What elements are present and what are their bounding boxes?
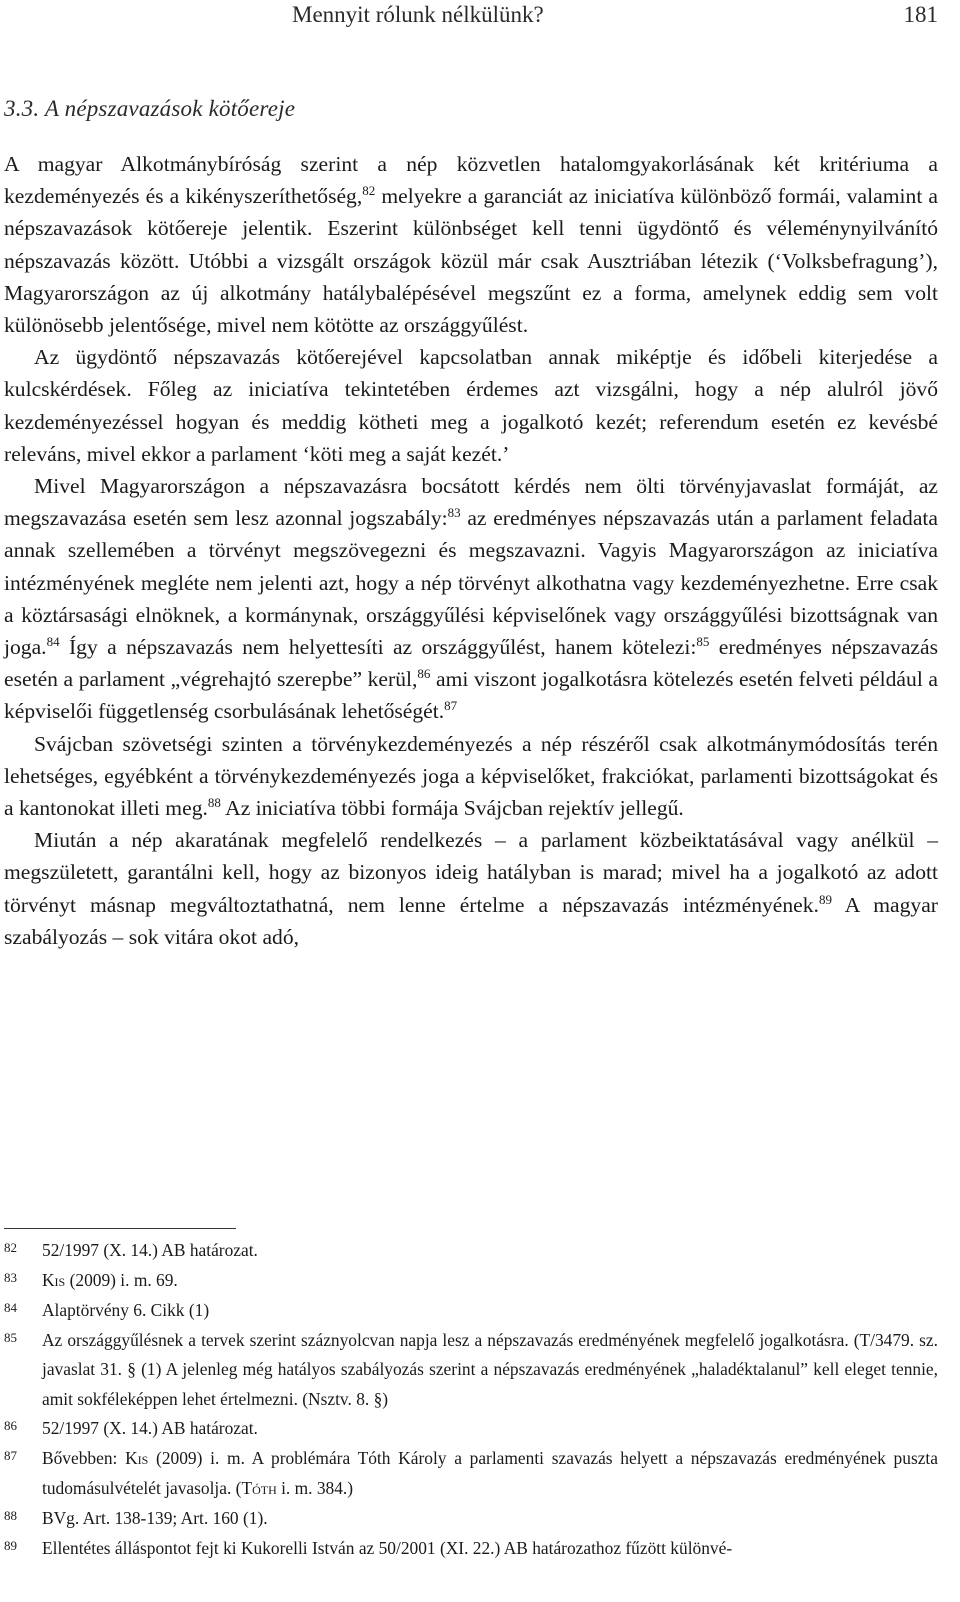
text-run: A magyar szabályozás – sok vitára okot adó,	[4, 892, 938, 949]
footnote-number: 88	[4, 1507, 17, 1523]
footnote	[4, 1504, 938, 1533]
text-run: (2009) i. m. A problémára Tóth Károly a parlamenti szavazás helyett a népszavazás eredményének puszta tudomásulvételét javasolja. (	[42, 1448, 938, 1498]
text-run: eredményes népszavazás esetén a parlament „végrehajtó szerepbe” kerül,	[4, 635, 938, 692]
footnote-number: 84	[4, 1299, 17, 1315]
footnote-ref: 88	[207, 795, 221, 811]
text-run: Az iniciatíva többi formája Svájcban rejektív jellegű.	[220, 796, 684, 821]
footnote-number: 86	[4, 1418, 17, 1434]
text-run: 52/1997 (X. 14.) AB határozat.	[42, 1240, 258, 1260]
running-head	[4, 2, 938, 36]
paragraph	[4, 148, 938, 341]
body-text	[4, 148, 938, 953]
paragraph	[4, 728, 938, 825]
text-run: i. m. 384.)	[276, 1477, 354, 1498]
footnote	[4, 1444, 938, 1503]
footnote	[4, 1266, 938, 1295]
text-run: Az ügydöntő népszavazás kötőerejével kapcsolatban annak miképtje és időbeli kiterjedése a kulcskérdések. Főleg az iniciatíva tekintetében érdemes azt vizsgálni, hogy a nép alulról jövő kezdeményezéssel hogyan és meddig kötheti meg a jogalkotó kezét; referendum esetén ez kevésbé releváns, mivel ekkor a parlament ‘köti meg a saját kezét.’	[4, 345, 938, 466]
text-run: Az országgyűlésnek a tervek szerint száznyolcvan napja lesz a népszavazás eredményének megfelelő jogalkotásra. (T/3479. sz. javaslat 31. § (1) A jelenleg még hatályos szabályozás szerint a népszavazás eredményének „haladéktalanul” kell eleget tennie, amit sokféleképpen lehet értelmezni. (Nsztv. 8. §)	[42, 1329, 938, 1409]
footnote-ref: 85	[696, 634, 710, 650]
footnote	[4, 1296, 938, 1325]
footnote-number: 83	[4, 1269, 17, 1285]
author-name: Kis	[42, 1269, 66, 1290]
paragraph	[4, 824, 938, 953]
footnote-number: 89	[4, 1537, 17, 1553]
text-run: BVg. Art. 138-139; Art. 160 (1).	[42, 1507, 268, 1528]
text-run: Így a népszavazás nem helyettesíti az országgyűlést, hanem kötelezi:	[59, 635, 697, 660]
text-run: Svájcban szövetségi szinten a törvénykezdeményezés a nép részéről csak alkotmánymódosítás terén lehetséges, egyébként a törvénykezdeményezés joga a képviselőket, frakciókat, parlamenti bizottságokat és a kantonokat illeti meg.	[4, 731, 938, 821]
section-heading: 3.3. A népszavazások kötőereje	[4, 96, 296, 121]
footnote	[4, 1534, 938, 1563]
footnote	[4, 1414, 938, 1443]
footnote-number: 82	[4, 1240, 17, 1255]
text-run: az eredményes népszavazás után a parlament feladata annak szellemében a törvényt megszövegezni és megszavazni. Vagyis Magyarországon az iniciatíva intézményének megléte nem jelenti azt, hogy a nép törvényt alkothatna vagy kezdeményezhetne. Erre csak a köztársasági elnöknek, a kormánynak, országgyűlési képviselőnek vagy országgyűlési bizottságnak van joga.	[4, 506, 938, 660]
text-run: Ellentétes álláspontot fejt ki Kukorelli István az 50/2001 (XI. 22.) AB határozathoz fűzött különvé-	[42, 1537, 733, 1558]
footnote	[4, 1326, 938, 1414]
footnote-ref: 86	[417, 666, 431, 682]
text-run: Miután a nép akaratának megfelelő rendelkezés – a parlament közbeiktatásával vagy anélkül – megszületett, garantálni kell, hogy az bizonyos ideig hatályban is marad; mivel ha a jogalkotó az adott törvényt másnap megváltoztathatná, nem lenne értelme a népszavazás intézményének.	[4, 828, 938, 917]
footnote-ref: 87	[444, 698, 458, 714]
footnote-ref: 84	[46, 634, 60, 650]
footnote-number: 87	[4, 1448, 17, 1464]
text-run: ami viszont jogalkotásra kötelezés esetén felveti például a képviselői függetlenség csorbulásának lehetőségét.	[4, 667, 938, 724]
text-run: Bővebben:	[42, 1448, 126, 1469]
footnote-number: 85	[4, 1329, 17, 1345]
author-name: Kis	[125, 1448, 149, 1469]
footnotes	[4, 1236, 938, 1563]
text-run: Alaptörvény 6. Cikk (1)	[42, 1299, 210, 1320]
running-head-title: Mennyit rólunk nélkülünk?	[292, 2, 544, 27]
footnote-ref: 83	[447, 505, 461, 521]
text-run: melyekre a garanciát az iniciatíva különböző formái, valamint a népszavazások kötőereje jelentik. Eszerint különbséget kell tenni ügydöntő és véleménynyilvánító népszavazás között. Utóbbi a vizsgált országok közül már csak Ausztriában létezik (‘Volksbefragung’), Magyarországon az új alkotmány hatálybalépésével megszűnt ez a forma, amelynek eddig sem volt különösebb jelentősége, mivel nem kötötte az országgyűlést.	[4, 184, 939, 338]
text-run: Mivel Magyarországon a népszavazásra bocsátott kérdés nem ölti törvényjavaslat formáját, az megszavazása esetén sem lesz azonnal jogszabály:	[4, 474, 938, 531]
text-run: (2009) i. m. 69.	[65, 1269, 178, 1290]
text-run: 52/1997 (X. 14.) AB határozat.	[42, 1418, 258, 1439]
footnote-ref: 89	[818, 891, 832, 907]
paragraph	[4, 470, 938, 728]
footnote-separator	[4, 1228, 236, 1229]
author-name: Tóth	[241, 1477, 277, 1498]
page-number: 181	[903, 2, 938, 27]
footnote-ref: 82	[362, 183, 376, 199]
text-run: A magyar Alkotmánybíróság szerint a nép közvetlen hatalomgyakorlásának két kritériuma a kezdeményezés és a kikényszeríthetőség,	[4, 152, 938, 209]
paragraph	[4, 341, 938, 470]
footnote	[4, 1236, 938, 1265]
